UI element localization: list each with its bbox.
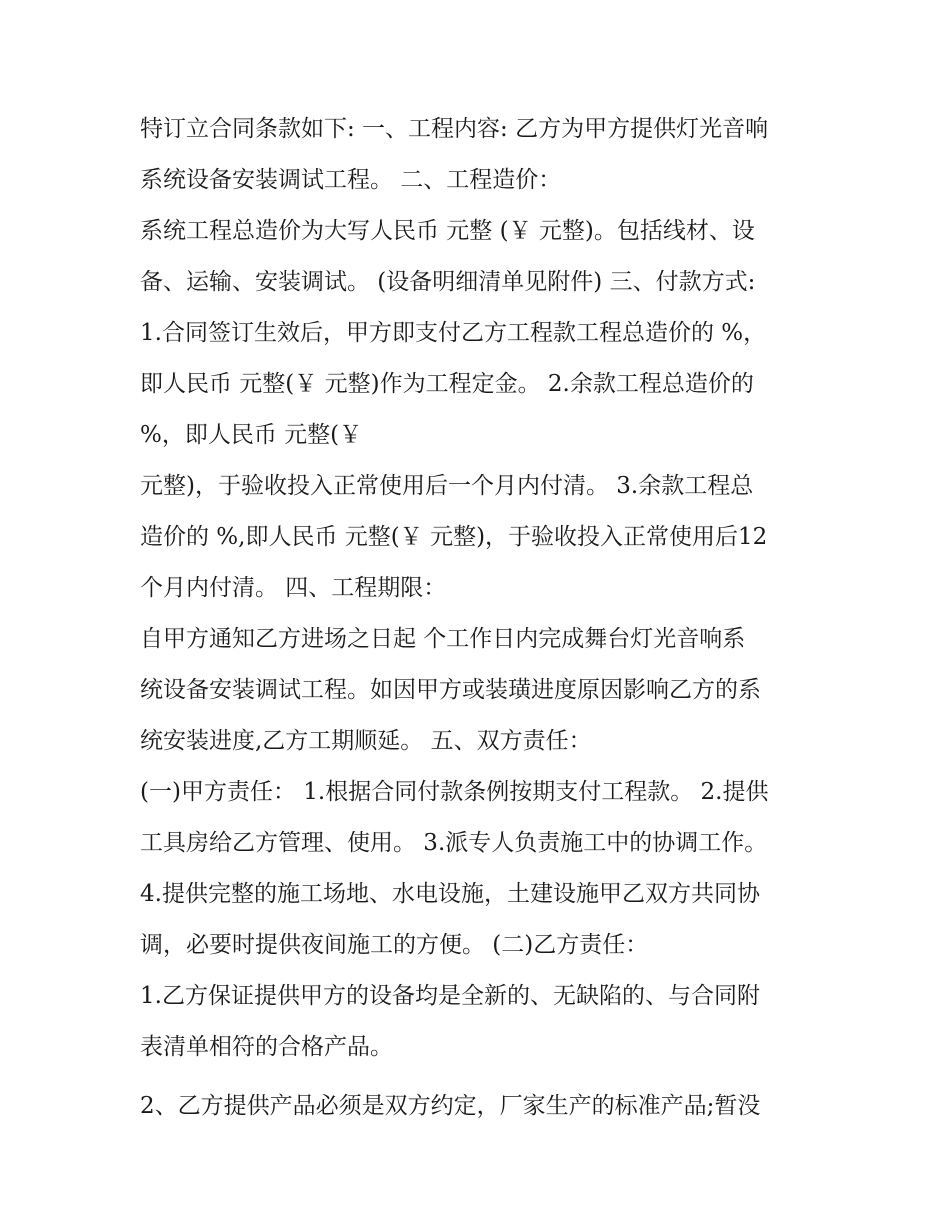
text-line: 表清单相符的合格产品。: [140, 1034, 393, 1060]
text-line: 1.合同签订生效后，甲方即支付乙方工程款工程总造价的 %，: [140, 320, 767, 346]
text-line: 造价的 %,即人民币 元整(￥ 元整)，于验收投入正常使用后12: [140, 524, 768, 550]
text-line: 统安装进度,乙方工期顺延。 五、双方责任：: [140, 728, 592, 754]
text-line: 即人民币 元整(￥ 元整)作为工程定金。 2.余款工程总造价的: [140, 371, 754, 397]
text-line: 2、乙方提供产品必须是双方约定，厂家生产的标准产品;暂没: [140, 1093, 761, 1119]
text-line: 个月内付清。 四、工程期限：: [140, 575, 447, 601]
contract-body-text: [140, 104, 820, 1132]
text-line: (一)甲方责任： 1.根据合同付款条例按期支付工程款。 2.提供: [140, 779, 769, 805]
text-line: 1.乙方保证提供甲方的设备均是全新的、无缺陷的、与合同附: [140, 983, 760, 1009]
text-line: 备、运输、安装调试。 (设备明细清单见附件) 三、付款方式:: [140, 269, 756, 295]
text-line: 系统设备安装调试工程。 二、工程造价：: [140, 167, 562, 193]
text-line: 4.提供完整的施工场地、水电设施，土建设施甲乙双方共同协: [140, 881, 760, 907]
text-line: %，即人民币 元整(￥: [140, 422, 363, 448]
text-line: 统设备安装调试工程。如因甲方或装璜进度原因影响乙方的系: [140, 677, 761, 703]
text-line: 特订立合同条款如下: 一、工程内容: 乙方为甲方提供灯光音响: [140, 116, 769, 142]
text-line: 系统工程总造价为大写人民币 元整 (￥ 元整)。包括线材、设: [140, 218, 755, 244]
text-line: 调，必要时提供夜间施工的方便。 (二)乙方责任：: [140, 932, 649, 958]
text-line: 元整)，于验收投入正常使用后一个月内付清。 3.余款工程总: [140, 473, 754, 499]
text-line: 工具房给乙方管理、使用。 3.派专人负责施工中的协调工作。: [140, 830, 768, 856]
text-line: 自甲方通知乙方进场之日起 个工作日内完成舞台灯光音响系: [140, 626, 746, 652]
